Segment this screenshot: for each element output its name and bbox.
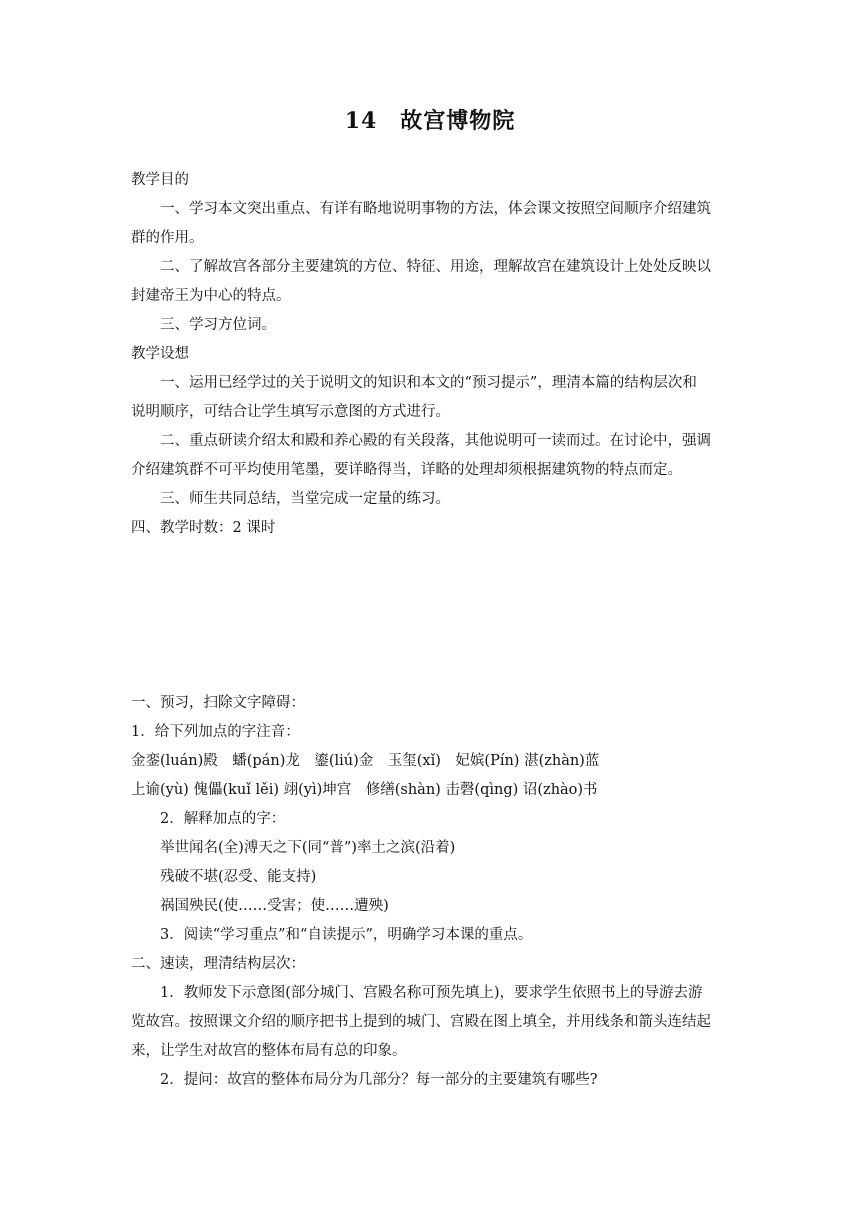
paragraph-line: 一、学习本文突出重点、有详有略地说明事物的方法，体会课文按照空间顺序介绍建筑 [160,201,711,217]
paragraph-line: 四、教学时数：2 课时 [131,520,276,536]
paragraph-line: 介绍建筑群不可平均使用笔墨，要详略得当，详略的处理却须根据建筑物的特点而定。 [131,462,682,478]
paragraph-line: 群的作用。 [131,230,204,246]
paragraph-line: 举世闻名(全)溥天之下(同“普”)率土之滨(沿着) [160,840,456,856]
paragraph-line: 览故宫。按照课文介绍的顺序把书上提到的城门、宫殿在图上填全，并用线条和箭头连结起 [131,1014,711,1030]
paragraph-line: 二、重点研读介绍太和殿和养心殿的有关段落，其他说明可一读而过。在讨论中，强调 [160,433,711,449]
paragraph-line: 金銮(luán)殿 蟠(pán)龙 鎏(liú)金 玉玺(xǐ) 妃嫔(Pín) 湛(zhàn)蓝 [131,753,600,769]
paragraph-line: 1．给下列加点的字注音： [131,724,300,740]
paragraph-line: 三、学习方位词。 [160,317,276,333]
paragraph-line: 2．提问：故宫的整体布局分为几部分？每一部分的主要建筑有哪些? [160,1072,598,1088]
paragraph-line: 3．阅读“学习重点”和“自读提示”，明确学习本课的重点。 [160,927,533,943]
paragraph-line: 说明顺序，可结合让学生填写示意图的方式进行。 [131,404,450,420]
paragraph-line: 祸国殃民(使……受害；使……遭殃) [160,898,389,914]
document-title: 14 故宫博物院 [344,108,516,134]
paragraph-line: 残破不堪(忍受、能支持) [160,869,317,885]
paragraph-line: 三、师生共同总结，当堂完成一定量的练习。 [160,491,450,507]
paragraph-line: 2．解释加点的字： [160,811,286,827]
paragraph-line: 封建帝王为中心的特点。 [131,288,291,304]
section-heading-goals: 教学目的 [131,172,189,188]
paragraph-line: 二、速读，理清结构层次： [131,956,305,972]
section-heading-design: 教学设想 [131,346,189,362]
paragraph-line: 1．教师发下示意图(部分城门、宫殿名称可预先填上)，要求学生依照书上的导游去游 [160,985,703,1001]
paragraph-line: 来，让学生对故宫的整体布局有总的印象。 [131,1043,407,1059]
paragraph-line: 上谕(yù) 傀儡(kuǐ lěi) 翊(yì)坤宫 修缮(shàn) 击磬(qìng) 诏(zhào)书 [131,782,598,798]
paragraph-line: 一、运用已经学过的关于说明文的知识和本文的“预习提示”，理清本篇的结构层次和 [160,375,697,391]
paragraph-line: 一、预习，扫除文字障碍： [131,695,305,711]
paragraph-line: 二、了解故宫各部分主要建筑的方位、特征、用途，理解故宫在建筑设计上处处反映以 [160,259,711,275]
